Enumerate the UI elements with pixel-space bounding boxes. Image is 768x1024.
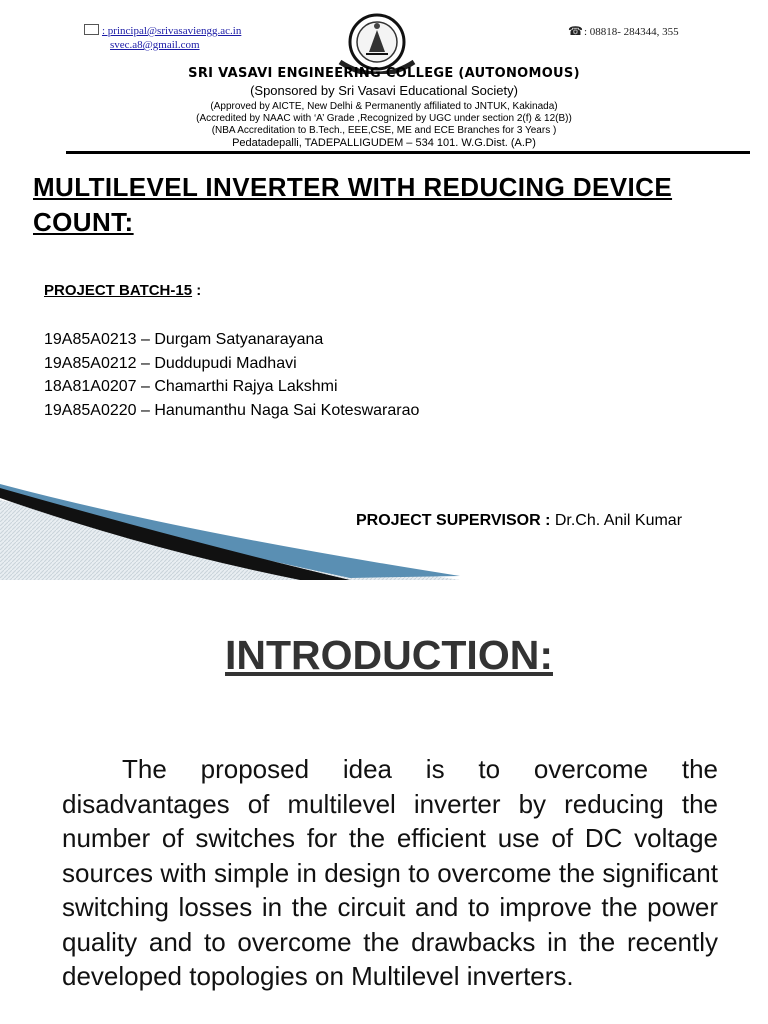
project-title: MULTILEVEL INVERTER WITH REDUCING DEVICE COUNT: xyxy=(33,172,673,237)
college-sponsor: (Sponsored by Sri Vasavi Educational Society) xyxy=(250,83,518,98)
college-crest-icon xyxy=(336,12,418,74)
contact-phone xyxy=(568,24,679,39)
batch-label: PROJECT BATCH-15 xyxy=(44,282,193,299)
email-primary[interactable]: : principal@srivasaviengg.ac.in xyxy=(102,25,242,37)
college-name: SRI VASAVI ENGINEERING COLLEGE (AUTONOMOUS) xyxy=(188,66,580,81)
college-accreditation: (Accredited by NAAC with ‘A’ Grade ,Recognized by UGC under section 2(f) & 12(B)) xyxy=(196,113,572,124)
member-item: 19A85A0212 – Duddupudi Madhavi xyxy=(44,354,297,372)
batch-suffix: : xyxy=(192,282,202,299)
project-supervisor xyxy=(356,512,682,530)
introduction-heading: INTRODUCTION: xyxy=(225,632,553,678)
supervisor-label: PROJECT SUPERVISOR : xyxy=(356,512,555,529)
member-item: 18A81A0207 – Chamarthi Rajya Lakshmi xyxy=(44,378,338,395)
college-address: Pedatadepalli, TADEPALLIGUDEM – 534 101. W.G.Dist. (A.P) xyxy=(232,137,536,149)
contact-emails xyxy=(84,23,241,52)
header-divider xyxy=(66,151,750,154)
supervisor-name: Dr.Ch. Anil Kumar xyxy=(554,512,683,529)
college-approval: (Approved by AICTE, New Delhi & Permanently affiliated to JNTUK, Kakinada) xyxy=(210,101,558,112)
college-nba: (NBA Accreditation to B.Tech., EEE,CSE, ME and ECE Branches for 3 Years ) xyxy=(211,125,557,136)
phone-number: : 08818- 284344, 355 xyxy=(583,26,679,38)
mail-icon xyxy=(84,24,99,35)
member-item: 19A85A0220 – Hanumanthu Naga Sai Koteswararao xyxy=(44,401,420,419)
member-item: 19A85A0213 – Durgam Satyanarayana xyxy=(44,331,324,348)
introduction-body xyxy=(62,752,718,994)
team-members xyxy=(44,328,419,422)
project-batch xyxy=(44,282,201,299)
introduction-text: The proposed idea is to overcome the disadvantages of multilevel inverter by reducing the number of switches for the efficient use of DC voltage sources with simple in design to overcome the significant switching losses in the circuit and to improve the power quality and to overcome the drawbacks in the recently developed topologies on Multilevel inverters. xyxy=(62,754,718,991)
phone-icon: ☎ xyxy=(568,24,583,38)
email-secondary[interactable]: svec.a8@gmail.com xyxy=(110,39,200,51)
